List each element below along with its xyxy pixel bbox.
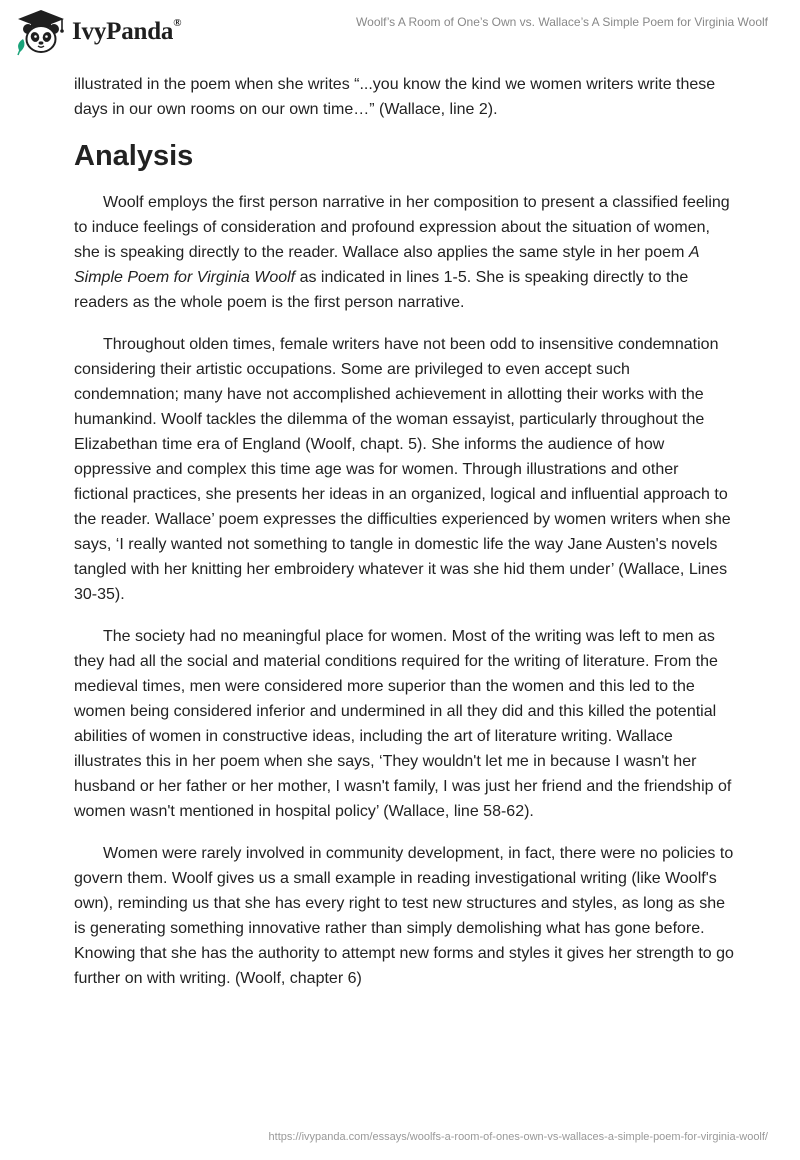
ivypanda-logo[interactable] bbox=[14, 8, 181, 56]
registered-mark: ® bbox=[173, 16, 182, 29]
panda-graduation-cap-icon bbox=[14, 8, 68, 56]
paragraph-2: Throughout olden times, female writers have not been odd to insensitive condemnation considering their artistic occupations. Some are privileged to even accept such condemnation; many have not accomplished achievement in allotting their works with the humankind. Woolf tackles the dilemma of the woman essayist, particularly throughout the Elizabethan time era of England (Woolf, chapt. 5). She informs the audience of how oppressive and complex this time age was for women. Through illustrations and other fictional practices, she presents her ideas in an organized, logical and influential approach to the reader. Wallace’ poem expresses the difficulties experienced by women writers when she says, ‘I really wanted not something to tangle in domestic life the way Jane Austen's novels tangled with her knitting her embroidery whatever it was she hid them under’ (Wallace, Lines 30-35). bbox=[74, 336, 731, 603]
brand-name: IvyPanda® bbox=[72, 16, 182, 45]
running-title: Woolf’s A Room of One’s Own vs. Wallace’s A Simple Poem for Virginia Woolf bbox=[356, 15, 768, 29]
poem-title: A Simple Poem for Virginia Woolf bbox=[74, 244, 699, 286]
essay-content bbox=[74, 72, 734, 1008]
intro-paragraph: illustrated in the poem when she writes “...you know the kind we women writers write these days in our own rooms on our own time…” (Wallace, line 2). bbox=[74, 76, 716, 118]
paragraph-4: Women were rarely involved in community development, in fact, there were no policies to govern them. Woolf gives us a small example in reading investigational writing (like Woolf's own), reminding us that she has every right to test new structures and styles, as long as she is generating something innovative rather than simply demolishing what has gone before. Knowing that she has the authority to attempt new forms and styles it gives her strength to go further on with writing. (Woolf, chapter 6) bbox=[74, 845, 734, 987]
section-heading-analysis: Analysis bbox=[74, 140, 194, 172]
paragraph-3: The society had no meaningful place for women. Most of the writing was left to men as they had all the social and material conditions required for the writing of literature. From the medieval times, men were considered more superior than the women and this led to the women being considered inferior and undermined in all they did and this killed the potential abilities of women in constructive ideas, including the art of literature writing. Wallace illustrates this in her poem when she says, ‘They wouldn't let me in because I wasn't her husband or her father or her mother, I wasn't family, I was just her friend and the friendship of women wasn't mentioned in hospital policy’ (Wallace, line 58-62). bbox=[74, 628, 732, 820]
source-url[interactable]: https://ivypanda.com/essays/woolfs-a-room-of-ones-own-vs-wallaces-a-simple-poem-for-virginia-woolf/ bbox=[268, 1131, 768, 1143]
paragraph-1: Woolf employs the first person narrative in her composition to present a classified feeling to induce feelings of consideration and profound expression about the situation of women, she is speaking directly to the reader. Wallace also applies the same style in her poem A Simple Poem for Virginia Woolf as indicated in lines 1-5. She is speaking directly to the readers as the whole poem is the first person narrative. bbox=[74, 194, 730, 311]
